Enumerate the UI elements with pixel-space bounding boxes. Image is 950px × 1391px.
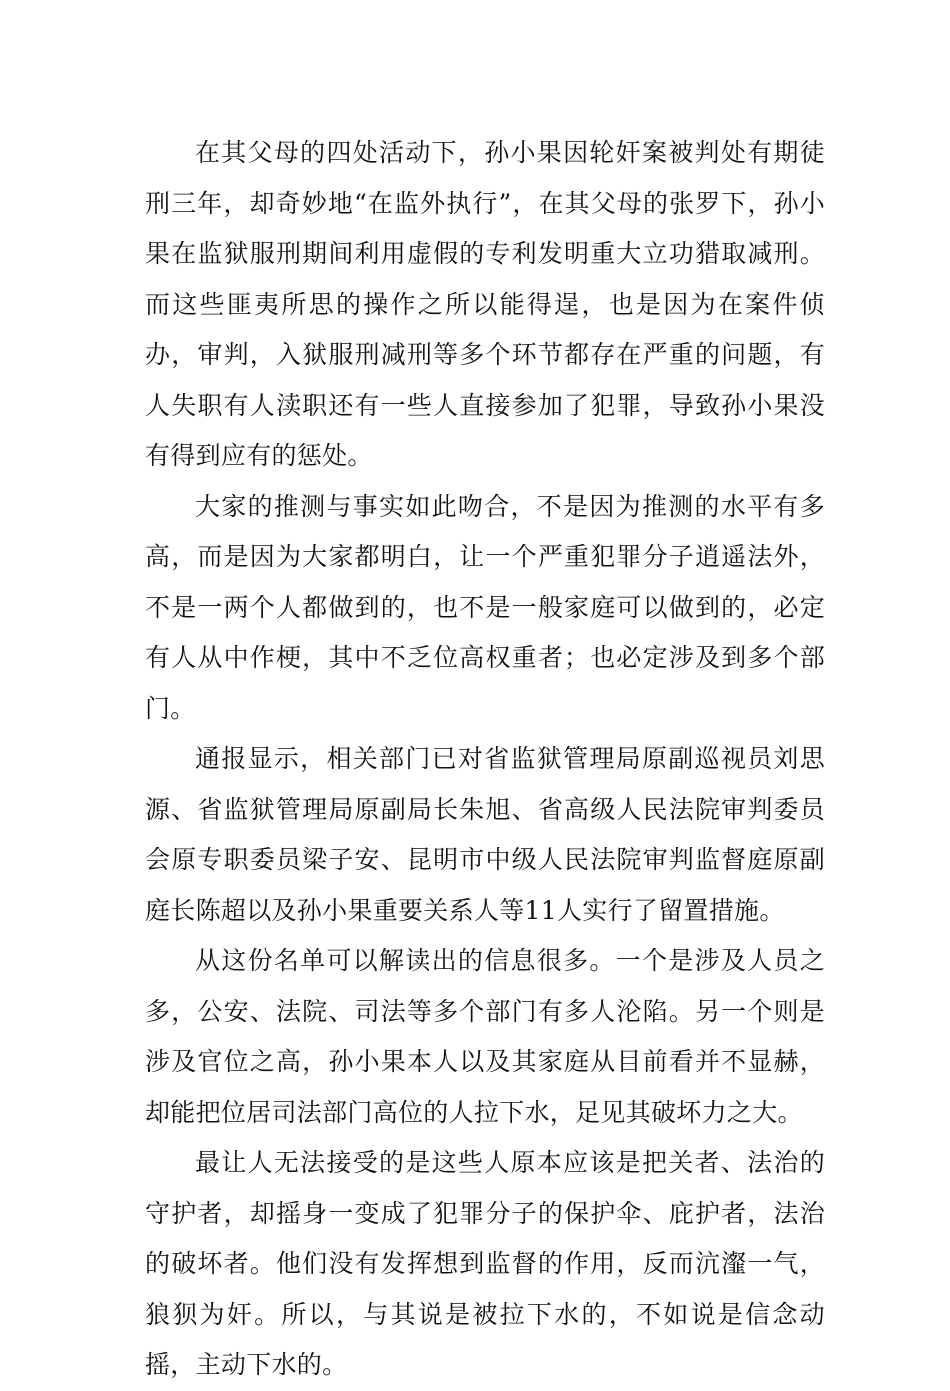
paragraph-5: 最让人无法接受的是这些人原本应该是把关者、法治的守护者，却摇身一变成了犯罪分子的保护伞、庇护者，法治的破坏者。他们没有发挥想到监督的作用，反而沆瀣一气，狼狈为奸。所以，与其说是被拉下水的，不如说是信念动摇，主动下水的。 bbox=[145, 1148, 825, 1379]
paragraph-3: 通报显示，相关部门已对省监狱管理局原副巡视员刘思源、省监狱管理局原副局长朱旭、省高级人民法院审判委员会原专职委员梁子安、昆明市中级人民法院审判监督庭原副庭长陈超以及孙小果重要关系人等11人实行了留置措施。 bbox=[145, 744, 825, 925]
paragraph-2: 大家的推测与事实如此吻合，不是因为推测的水平有多高，而是因为大家都明白，让一个严重犯罪分子逍遥法外，不是一两个人都做到的，也不是一般家庭可以做到的，必定有人从中作梗，其中不乏位高权重者；也必定涉及到多个部门。 bbox=[145, 491, 825, 723]
paragraph-1: 在其父母的四处活动下，孙小果因轮奸案被判处有期徒刑三年，却奇妙地“在监外执行”，在其父母的张罗下，孙小果在监狱服刑期间利用虚假的专利发明重大立功猎取减刑。而这些匪夷所思的操作之所以能得逞，也是因为在案件侦办，审判，入狱服刑减刑等多个环节都存在严重的问题，有人失职有人渎职还有一些人直接参加了犯罪，导致孙小果没有得到应有的惩处。 bbox=[145, 138, 825, 470]
paragraph-4: 从这份名单可以解读出的信息很多。一个是涉及人员之多，公安、法院、司法等多个部门有多人沦陷。另一个则是涉及官位之高，孙小果本人以及其家庭从目前看并不显赫，却能把位居司法部门高位的人拉下水，足见其破坏力之大。 bbox=[145, 946, 825, 1127]
document-body bbox=[145, 128, 825, 1391]
